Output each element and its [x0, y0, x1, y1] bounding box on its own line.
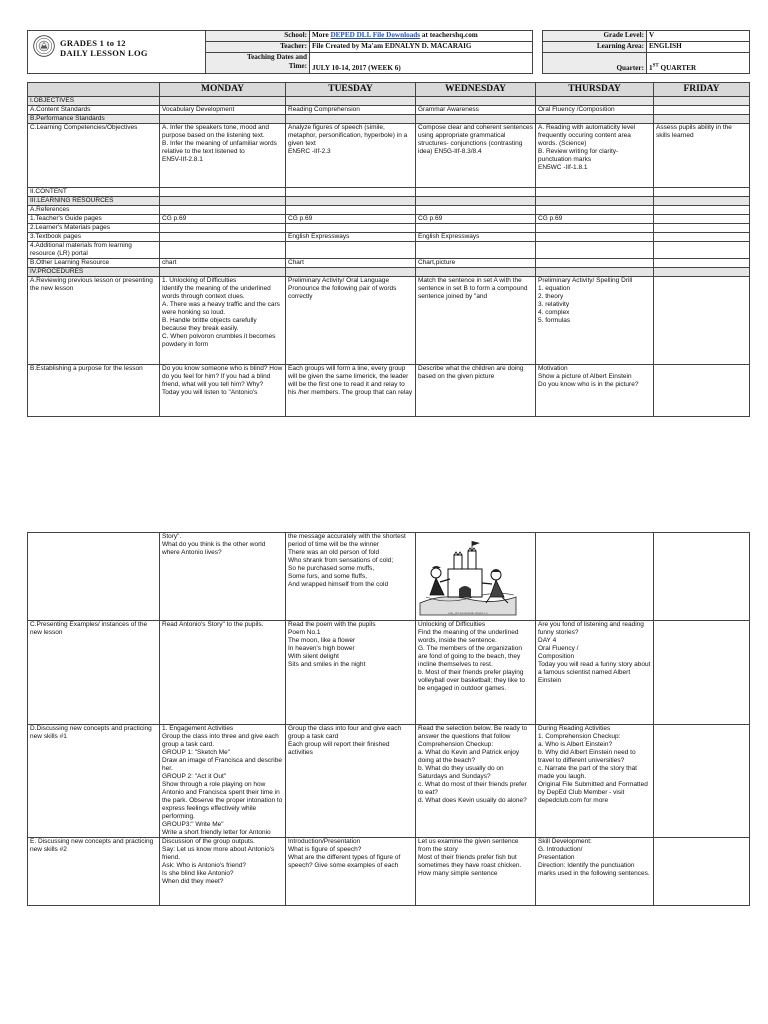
cell-monday: Vocabulary Development	[160, 106, 286, 115]
teaching-dates-label	[206, 53, 310, 74]
deped-dll-downloads-link[interactable]: DEPED DLL File Downloads	[330, 31, 421, 39]
school-prefix: More	[312, 31, 331, 39]
cell-monday	[160, 268, 286, 277]
cell-wednesday: Let us examine the given sentence from the story Most of their friends prefer fish but sometimes they have roast chicken. How many simple sentence	[416, 838, 536, 906]
cell-friday	[654, 533, 750, 621]
lesson-log-header	[27, 30, 749, 74]
table-row	[28, 838, 750, 906]
row-label-iii-learning-resources: III.LEARNING RESOURCES	[28, 197, 160, 206]
quarter-label: Quarter:	[543, 53, 647, 74]
quarter-text: QUARTER	[658, 64, 697, 72]
cell-thursday	[536, 197, 654, 206]
cell-thursday: CG p.69	[536, 215, 654, 224]
cell-wednesday: Chart,picture	[416, 259, 536, 268]
cell-tuesday: Group the class into four and give each group a task card Each group will report their finished activities	[286, 725, 416, 838]
quarter-suffix: ST	[652, 63, 659, 69]
cell-wednesday: Match the sentence in set A with the sentence in set B to form a compound sentence joined by "and	[416, 277, 536, 365]
lesson-log-page-1	[27, 82, 749, 417]
cell-tuesday: CG p.69	[286, 215, 416, 224]
cell-friday	[654, 259, 750, 268]
cell-wednesday: Read the selection below. Be ready to answer the questions that follow Comprehension Checkup: a. What do Kevin and Patrick enjoy doing at the beach? b. What do they usually do on Saturdays and Sundays? c. What do most of their friends prefer to eat? d. What does Kevin usually do alone?	[416, 725, 536, 838]
table-row	[28, 277, 750, 365]
cell-tuesday: English Expressways	[286, 233, 416, 242]
title-daily-lesson-log: DAILY LESSON LOG	[60, 48, 148, 58]
cell-friday	[654, 215, 750, 224]
quarter-number: 1	[649, 64, 653, 72]
cell-monday	[160, 206, 286, 215]
cell-monday: Read Antonio's Story" to the pupils.	[160, 621, 286, 725]
title-grades: GRADES 1 to 12	[60, 38, 126, 48]
teacher-label: Teacher:	[206, 42, 310, 53]
header-logo-cell	[28, 31, 206, 74]
cell-monday: CG p.69	[160, 215, 286, 224]
grade-level-value: V	[647, 31, 750, 42]
teaching-dates-value: JULY 10-14, 2017 (WEEK 6)	[310, 53, 533, 74]
row-label-i-objectives: I.OBJECTIVES	[28, 97, 160, 106]
table-row	[28, 106, 750, 115]
row-label-a-references: A.References	[28, 206, 160, 215]
cell-tuesday	[286, 268, 416, 277]
cell-tuesday	[286, 115, 416, 124]
row-label-continued	[28, 533, 160, 621]
cell-friday	[654, 233, 750, 242]
cell-wednesday: Unlocking of Difficulties Find the meaning of the underlined words, inside the sentence. G. The members of the organization are fond of going to the beach, they incline themselves to rest. b. Most of their friends prefer playing volleyball over basketball; they like to be engaged in outdoor games.	[416, 621, 536, 725]
quarter-value	[647, 53, 750, 74]
cell-thursday	[536, 224, 654, 233]
cell-monday	[160, 97, 286, 106]
table-row	[28, 215, 750, 224]
cell-monday: Do you know someone who is blind? How do you feel for him? If you had a blind friend, what will you tell him? Why? Today you will listen to "Antonio's	[160, 365, 286, 417]
row-label-a-reviewing-previous-lesson-or-presenting-the-new-lesson: A.Reviewing previous lesson or presenting the new lesson	[28, 277, 160, 365]
cell-thursday: Oral Fluency /Composition	[536, 106, 654, 115]
table-row	[28, 224, 750, 233]
teacher-value: File Created by Ma'am EDNALYN D. MACARAIG	[310, 42, 533, 53]
table-row	[28, 242, 750, 259]
cell-tuesday: Analyze figures of speech (simile, metaphor, personification, hyperbole) in a given text EN5RC -IIf-2.3	[286, 124, 416, 188]
cell-thursday: Motivation Show a picture of Albert Einstein Do you know who is in the picture?	[536, 365, 654, 417]
school-suffix: at teachershq.com	[420, 31, 478, 39]
cell-thursday	[536, 233, 654, 242]
row-label-b-establishing-a-purpose-for-the-lesson: B.Establishing a purpose for the lesson	[28, 365, 160, 417]
table-row	[28, 233, 750, 242]
log-title	[60, 38, 148, 58]
cell-friday	[654, 621, 750, 725]
cell-friday	[654, 838, 750, 906]
row-label-ii-content: II.CONTENT	[28, 188, 160, 197]
cell-tuesday: Preliminary Activity/ Oral Language Pronounce the following pair of words correctly	[286, 277, 416, 365]
cell-wednesday: Compose clear and coherent sentences using appropriate grammatical structures- conjunctions (contrasting idea) EN5G-IIf-8.3/8.4	[416, 124, 536, 188]
row-label-iv-procedures: IV.PROCEDURES	[28, 268, 160, 277]
table-row	[28, 115, 750, 124]
day-header-thursday: THURSDAY	[536, 83, 654, 97]
cell-wednesday	[416, 197, 536, 206]
cell-thursday	[536, 242, 654, 259]
cell-friday: Assess pupils ability in the skills learned	[654, 124, 750, 188]
cell-tuesday	[286, 97, 416, 106]
cell-thursday	[536, 259, 654, 268]
school-label: School:	[206, 31, 310, 42]
cell-tuesday: Each groups will form a line, every group will be given the same limerick, the leader will be the first one to read it and relay to his /her members. The group that can relay	[286, 365, 416, 417]
cell-monday	[160, 242, 286, 259]
row-label-d-discussing-new-concepts-and-practicing-new-skills-1: D.Discussing new concepts and practicing new skills #1	[28, 725, 160, 838]
table-row	[28, 259, 750, 268]
table-row	[28, 621, 750, 725]
cell-monday	[160, 197, 286, 206]
learning-area-value: ENGLISH	[647, 42, 750, 53]
cell-wednesday: Grammar Awareness	[416, 106, 536, 115]
cell-tuesday: Reading Comprehension	[286, 106, 416, 115]
cell-monday	[160, 188, 286, 197]
learning-area-label: Learning Area:	[543, 42, 647, 53]
cell-thursday	[536, 115, 654, 124]
table-row	[28, 197, 750, 206]
cell-tuesday	[286, 197, 416, 206]
cell-friday	[654, 206, 750, 215]
cell-wednesday: Describe what the children are doing based on the given picture	[416, 365, 536, 417]
day-header-friday: FRIDAY	[654, 83, 750, 97]
day-header-row	[28, 83, 750, 97]
cell-friday	[654, 268, 750, 277]
cell-thursday	[536, 97, 654, 106]
header-gap	[533, 31, 543, 42]
cell-tuesday	[286, 224, 416, 233]
row-label-3-textbook-pages: 3.Textbook pages	[28, 233, 160, 242]
cell-wednesday: CG p.69	[416, 215, 536, 224]
cell-friday	[654, 242, 750, 259]
cell-wednesday	[416, 206, 536, 215]
table-row	[28, 188, 750, 197]
cell-thursday	[536, 188, 654, 197]
cell-tuesday	[286, 188, 416, 197]
cell-thursday	[536, 206, 654, 215]
row-label-b-performance-standards: B.Performance Standards	[28, 115, 160, 124]
table-row	[28, 268, 750, 277]
row-label-a-content-standards: A.Content Standards	[28, 106, 160, 115]
picture-caption: edu_ctrl.sandcastle.clipart.c.n	[448, 611, 488, 615]
row-label-c-learning-competencies-objectives: C.Learning Competencies/Objectives	[28, 124, 160, 188]
cell-monday: A. Infer the speakers tone, mood and purpose based on the listening text. B. Infer the meaning of unfamiliar words relative to the text listened to EN5V-IIf-2.8.1	[160, 124, 286, 188]
cell-thursday: During Reading Activities 1. Comprehension Checkup: a. Who is Albert Einstein? b. Why did Albert Einstein need to travel to different universities? c. Narrate the part of the story that made you laugh. Original File Submitted and Formatted by DepEd Club Member - visit depedclub.com for more	[536, 725, 654, 838]
cell-tuesday: the message accurately with the shortest period of time will be the winner There was an old person of fold Who shrank from sensations of cold; So he purchased some muffs, Some furs, and some fluffs, And wrapped himself from the cold	[286, 533, 416, 621]
sandcastle-children-picture	[418, 535, 518, 617]
deped-seal-icon	[33, 35, 55, 57]
cell-monday: chart	[160, 259, 286, 268]
row-label-4-additional-materials-from-learning-resource-lr-portal: 4.Additional materials from learning resource (LR) portal	[28, 242, 160, 259]
cell-friday	[654, 365, 750, 417]
day-header-monday: MONDAY	[160, 83, 286, 97]
cell-friday	[654, 197, 750, 206]
cell-wednesday	[416, 97, 536, 106]
cell-wednesday	[416, 115, 536, 124]
cell-monday: 1. Unlocking of Difficulties Identify the meaning of the underlined words through context clues. A. There was a heavy traffic and the cars were honking so loud. B. Handle brittle objects carefully because they break easily. C. When polvoron crumbles it becomes powdery in form	[160, 277, 286, 365]
cell-wednesday: English Expressways	[416, 233, 536, 242]
row-label-1-teacher-s-guide-pages: 1.Teacher's Guide pages	[28, 215, 160, 224]
row-label-c-presenting-examples-instances-of-the-new-lesson: C.Presenting Examples/ instances of the new lesson	[28, 621, 160, 725]
cell-wednesday	[416, 268, 536, 277]
cell-friday	[654, 188, 750, 197]
cell-friday	[654, 115, 750, 124]
cell-friday	[654, 106, 750, 115]
header-gap	[533, 53, 543, 74]
dates-label-line1: Teaching Dates and	[246, 53, 307, 61]
cell-thursday: Preliminary Activity/ Spelling Drill 1. equation 2. theory 3. relativity 4. complex 5. formulas	[536, 277, 654, 365]
lesson-log-page-2	[27, 532, 749, 906]
cell-monday	[160, 224, 286, 233]
cell-wednesday	[416, 188, 536, 197]
row-label-e-discussing-new-concepts-and-practicing-new-skills-2: E. Discussing new concepts and practicing new skills #2	[28, 838, 160, 906]
cell-wednesday	[416, 224, 536, 233]
table-row	[28, 124, 750, 188]
cell-tuesday	[286, 206, 416, 215]
table-row	[28, 533, 750, 621]
cell-monday	[160, 233, 286, 242]
cell-monday: 1. Engagement Activities Group the class into three and give each group a task card. GROUP 1: "Sketch Me" Draw an image of Francisca and describe her. GROUP 2: "Act it Out" Show through a role playing on how Antonio and Francisca spent their time in the park. Observe the proper intonation to express feelings effectively while performing. GROUP3:" Write Me" Write a short friendly letter for Antonio	[160, 725, 286, 838]
day-header-wednesday: WEDNESDAY	[416, 83, 536, 97]
cell-friday	[654, 97, 750, 106]
cell-friday	[654, 277, 750, 365]
cell-tuesday: Chart	[286, 259, 416, 268]
day-header-blank	[28, 83, 160, 97]
table-row	[28, 97, 750, 106]
table-row	[28, 725, 750, 838]
cell-wednesday	[416, 242, 536, 259]
cell-tuesday: Introduction/Presentation What is figure of speech? What are the different types of figure of speech? Give some examples of each	[286, 838, 416, 906]
table-row	[28, 206, 750, 215]
cell-thursday: Skill Development: G. Introduction/ Presentation Direction: Identify the punctuation marks used in the following sentences.	[536, 838, 654, 906]
grade-level-label: Grade Level:	[543, 31, 647, 42]
row-label-2-learner-s-materials-pages: 2.Learner's Materials pages	[28, 224, 160, 233]
cell-tuesday: Read the poem with the pupils Poem No.1 The moon, like a flower In heaven's high bower With silent delight Sits and smiles in the night	[286, 621, 416, 725]
cell-thursday	[536, 533, 654, 621]
row-label-b-other-learning-resource: B.Other Learning Resource	[28, 259, 160, 268]
day-header-tuesday: TUESDAY	[286, 83, 416, 97]
cell-thursday	[536, 268, 654, 277]
cell-monday: Discussion of the group outputs. Say: Let us know more about Antonio's friend. Ask: Who is Antonio's friend? Is she blind like Antonio? When did they meet?	[160, 838, 286, 906]
school-value	[310, 31, 533, 42]
cell-tuesday	[286, 242, 416, 259]
cell-friday	[654, 725, 750, 838]
cell-thursday: Are you fond of listening and reading funny stories? DAY 4 Oral Fluency / Composition Today you will read a funny story about a famous scientist named Albert Einstein	[536, 621, 654, 725]
dates-label-line2: Time:	[288, 62, 307, 70]
lesson-table-page-1	[27, 82, 750, 417]
lesson-table-page-2	[27, 532, 750, 906]
cell-friday	[654, 224, 750, 233]
table-row	[28, 365, 750, 417]
cell-thursday: A. Reading with automaticity level frequently occuring content area words. (Science) B. Review writing for clarity-punctuation marks EN5WC -IIf-1.8.1	[536, 124, 654, 188]
header-gap	[533, 42, 543, 53]
cell-monday	[160, 115, 286, 124]
cell-monday: Story". What do you think is the other world where Antonio lives?	[160, 533, 286, 621]
